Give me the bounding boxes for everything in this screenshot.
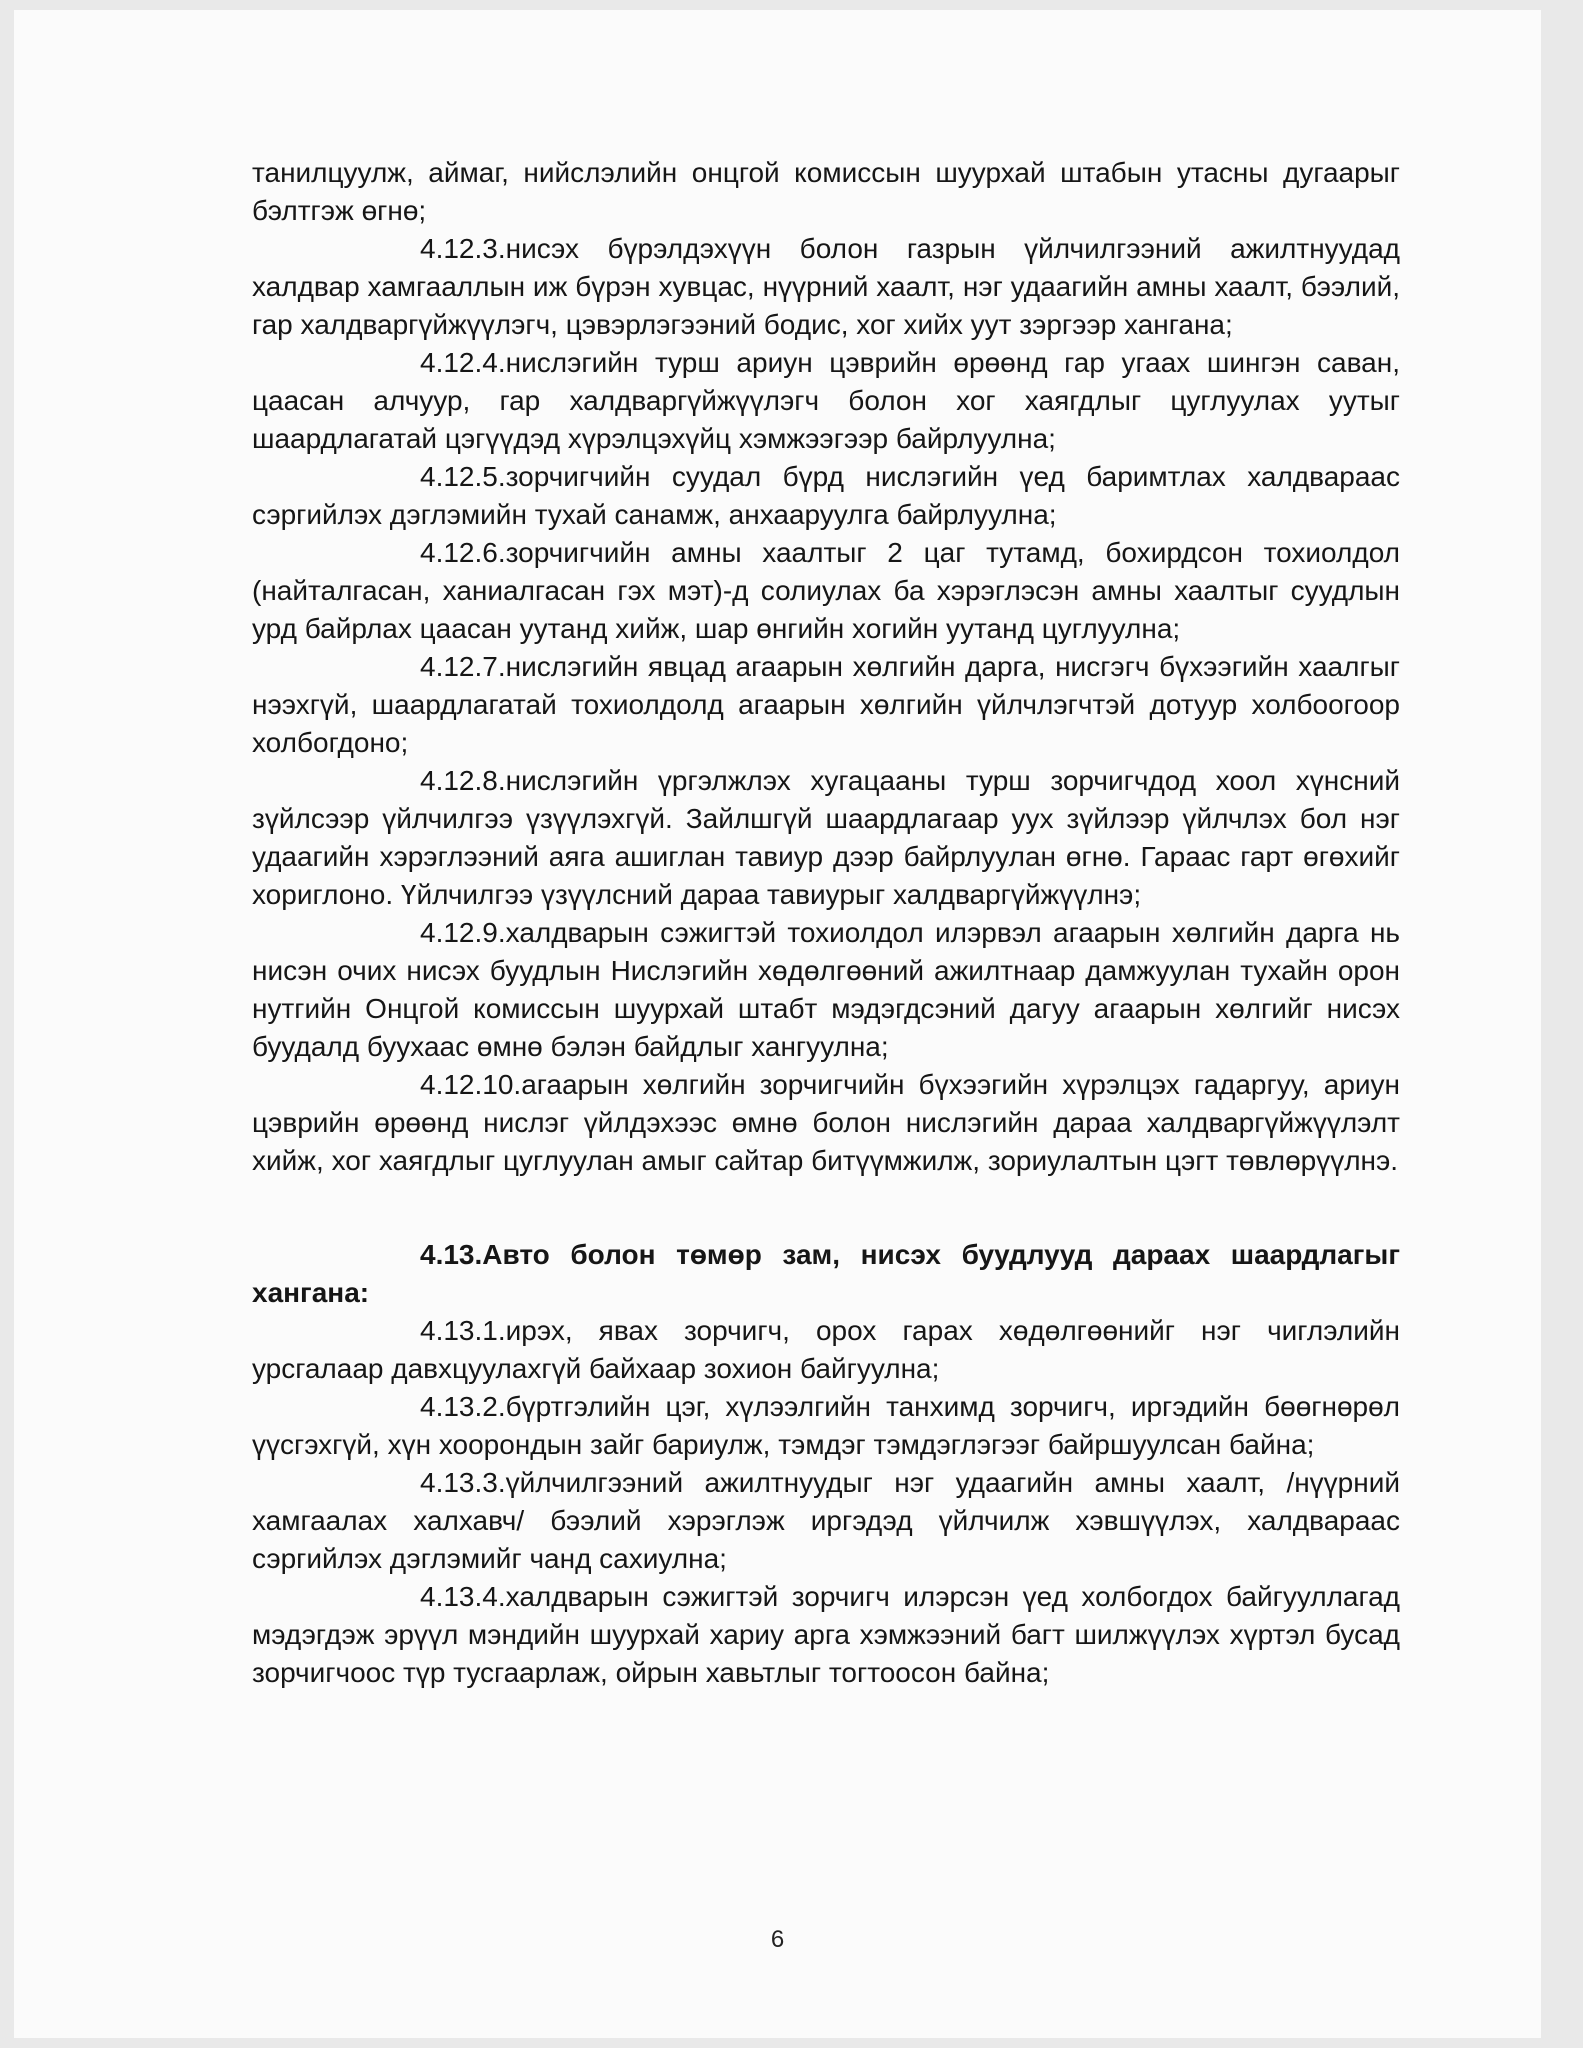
paragraph-4-12-6: 4.12.6.зорчигчийн амны хаалтыг 2 цаг тутамд, бохирдсон тохиолдол (найталгасан, ханиалгасан гэх мэт)-д солиулах ба хэрэглэсэн амны хаалтыг суудлын урд байрлах цаасан уутанд хийж, шар өнгийн хогийн уутанд цуглуулна; bbox=[252, 537, 1400, 644]
paragraph-continuation: танилцуулж, аймаг, нийслэлийн онцгой комиссын шуурхай штабын утасны дугаарыг бэлтгэж өгнө; bbox=[252, 157, 1400, 226]
paragraph-4-12-10: 4.12.10.агаарын хөлгийн зорчигчийн бүхээгийн хүрэлцэх гадаргуу, ариун цэврийн өрөөнд нислэг үйлдэхээс өмнө болон нислэгийн дараа халдваргүйжүүлэлт хийж, хог хаягдлыг цуглуулан амыг сайтар битүүмжилж, зориулалтын цэгт төвлөрүүлнэ. bbox=[252, 1069, 1400, 1176]
paragraph-4-13-1: 4.13.1.ирэх, явах зорчигч, орох гарах хөдөлгөөнийг нэг чиглэлийн урсгалаар давхцуулахгүй байхаар зохион байгуулна; bbox=[252, 1315, 1400, 1384]
paragraph-4-12-7: 4.12.7.нислэгийн явцад агаарын хөлгийн дарга, нисгэгч бүхээгийн хаалгыг нээхгүй, шаардлагатай тохиолдолд агаарын хөлгийн үйлчлэгчтэй дотуур холбоогоор холбогдоно; bbox=[252, 651, 1400, 758]
paragraph-4-12-4: 4.12.4.нислэгийн турш ариун цэврийн өрөөнд гар угаах шингэн саван, цаасан алчуур, гар халдваргүйжүүлэгч болон хог хаягдлыг цуглуулах уутыг шаардлагатай цэгүүдэд хүрэлцэхүйц хэмжээгээр байрлуулна; bbox=[252, 347, 1400, 454]
paragraph-4-13-3: 4.13.3.үйлчилгээний ажилтнуудыг нэг удаагийн амны хаалт, /нүүрний хамгаалах халхавч/ бээлий хэрэглэж иргэдэд үйлчилж хэвшүүлэх, халдвараас сэргийлэх дэглэмийг чанд сахиулна; bbox=[252, 1467, 1400, 1574]
paragraph-4-12-8: 4.12.8.нислэгийн үргэлжлэх хугацааны турш зорчигчдод хоол хүнсний зүйлсээр үйлчилгээ үзүүлэхгүй. Зайлшгүй шаардлагаар уух зүйлээр үйлчлэх бол нэг удаагийн хэрэглээний аяга ашиглан тавиур дээр байрлуулан өгнө. Гараас гарт өгөхийг хориглоно. Үйлчилгээ үзүүлсний дараа тавиурыг халдваргүйжүүлнэ; bbox=[252, 765, 1400, 910]
paragraph-4-12-3: 4.12.3.нисэх бүрэлдэхүүн болон газрын үйлчилгээний ажилтнуудад халдвар хамгааллын иж бүрэн хувцас, нүүрний хаалт, нэг удаагийн амны хаалт, бээлий, гар халдваргүйжүүлэгч, цэвэрлэгээний бодис, хог хийх уут зэргээр хангана; bbox=[252, 233, 1400, 340]
document-body bbox=[252, 154, 1400, 1692]
paragraph-4-13-4: 4.13.4.халдварын сэжигтэй зорчигч илэрсэн үед холбогдох байгууллагад мэдэгдэж эрүүл мэндийн шуурхай хариу арга хэмжээний багт шилжүүлэх хүртэл бусад зорчигчоос түр тусгаарлаж, ойрын хавьтлыг тогтоосон байна; bbox=[252, 1581, 1400, 1688]
section-heading-4-13: 4.13.Авто болон төмөр зам, нисэх буудлууд дараах шаардлагыг хангана: bbox=[252, 1239, 1400, 1308]
paragraph-4-12-5: 4.12.5.зорчигчийн суудал бүрд нислэгийн үед баримтлах халдвараас сэргийлэх дэглэмийн тухай санамж, анхааруулга байрлуулна; bbox=[252, 461, 1400, 530]
page-number: 6 bbox=[770, 1926, 785, 1953]
document-page bbox=[14, 10, 1541, 2038]
paragraph-4-12-9: 4.12.9.халдварын сэжигтэй тохиолдол илэрвэл агаарын хөлгийн дарга нь нисэн очих нисэх буудлын Нислэгийн хөдөлгөөний ажилтнаар дамжуулан тухайн орон нутгийн Онцгой комиссын шуурхай штабт мэдэгдсэний дагуу агаарын хөлгийг нисэх буудалд буухаас өмнө бэлэн байдлыг хангуулна; bbox=[252, 917, 1400, 1062]
paragraph-4-13-2: 4.13.2.бүртгэлийн цэг, хүлээлгийн танхимд зорчигч, иргэдийн бөөгнөрөл үүсгэхгүй, хүн хоорондын зайг бариулж, тэмдэг тэмдэглэгээг байршуулсан байна; bbox=[252, 1391, 1400, 1460]
